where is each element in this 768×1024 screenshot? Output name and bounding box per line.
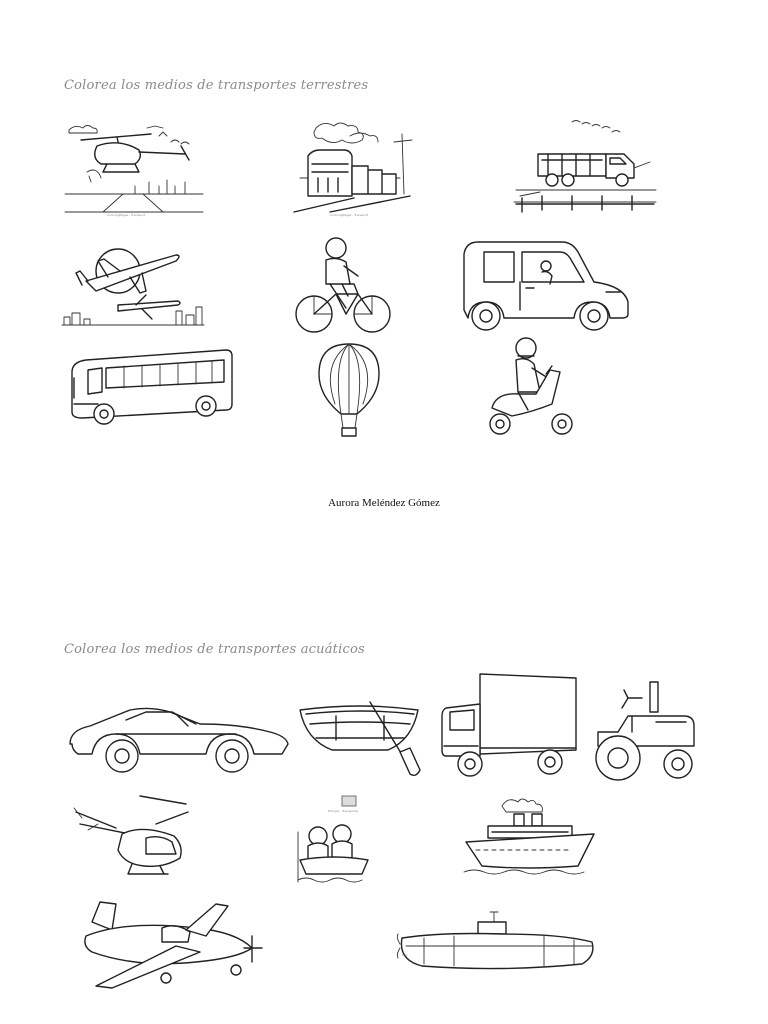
section-1-heading: Colorea los medios de transportes terrestres — [64, 78, 369, 93]
train-scene-image — [290, 116, 430, 222]
svg-text:ColoringPages · Transport: ColoringPages · Transport — [107, 213, 146, 217]
truck-scene-image — [512, 114, 658, 218]
svg-text:sub: sub — [402, 953, 408, 957]
svg-text:ColoringPages · Transport: ColoringPages · Transport — [330, 213, 369, 217]
sports-car-image — [66, 694, 292, 778]
bus-image — [66, 348, 236, 428]
box-truck-image — [440, 668, 584, 782]
ship-image — [462, 792, 598, 878]
van-image — [456, 236, 634, 336]
helicopter-image — [68, 790, 204, 884]
svg-text:Dibujos · Transporte: Dibujos · Transporte — [328, 809, 358, 813]
section-2-heading: Colorea los medios de transportes acuáticos — [64, 642, 365, 657]
propeller-airplane-image — [66, 896, 268, 990]
airplanes-scene-image — [60, 235, 206, 329]
bicycle-image — [292, 234, 394, 336]
raft-children-image — [296, 790, 372, 890]
tractor-image — [592, 678, 700, 784]
hot-air-balloon-image — [312, 340, 386, 444]
helicopter-scene-image — [63, 116, 205, 222]
scooter-image — [482, 336, 578, 440]
author-name: Aurora Meléndez Gómez — [328, 497, 440, 509]
rowboat-image — [296, 694, 424, 784]
submarine-image — [394, 908, 598, 978]
